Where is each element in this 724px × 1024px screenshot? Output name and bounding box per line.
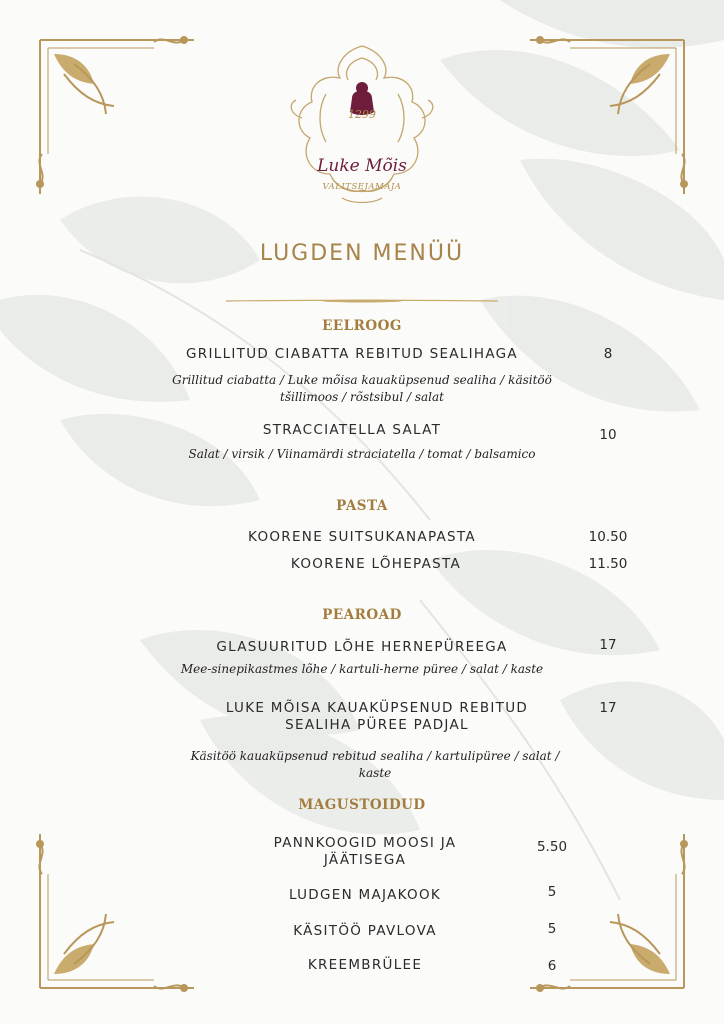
- menu-item-description: [120, 372, 604, 406]
- title-divider: [226, 299, 498, 303]
- menu-item-price: 10.50: [588, 529, 628, 545]
- menu-item-description: [140, 748, 610, 782]
- corner-ornament-top-left: [34, 34, 204, 204]
- name-line: PANNKOOGID MOOSI JA: [273, 835, 457, 851]
- menu-item-price: 8: [603, 346, 613, 362]
- menu-item-price: 10: [599, 427, 617, 443]
- description-line: kaste: [358, 766, 392, 780]
- section-heading-pasta: PASTA: [336, 498, 388, 514]
- description-line: Käsitöö kauaküpsenud rebitud sealiha / kartulipüree / salat /: [190, 749, 560, 763]
- description-line: Grillitud ciabatta / Luke mõisa kauaküpsenud sealiha / käsitöö: [172, 373, 552, 387]
- menu-item-price: 17: [599, 700, 617, 716]
- restaurant-logo: [282, 38, 442, 208]
- menu-item-description: [120, 446, 604, 463]
- corner-ornament-top-right: [520, 34, 690, 204]
- menu-item-price: 11.50: [588, 556, 628, 572]
- name-line: SEALIHA PÜREE PADJAL: [285, 717, 469, 733]
- section-heading-eelroog: EELROOG: [322, 318, 402, 334]
- menu-item-name: GLASUURITUD LÕHE HERNEPÜREEGA: [216, 639, 508, 655]
- section-heading-magustoidud: MAGUSTOIDUD: [298, 797, 426, 813]
- description-line: tšillimoos / rõstsibul / salat: [280, 390, 444, 404]
- menu-item-name: STRACCIATELLA SALAT: [262, 422, 442, 438]
- logo-year: 1299: [348, 108, 376, 121]
- menu-item-name: GRILLITUD CIABATTA REBITUD SEALIHAGA: [186, 346, 518, 362]
- logo-brand: Luke Mõis: [317, 156, 407, 176]
- menu-item-name: KREEMBRÜLEE: [307, 957, 423, 973]
- description-line: Mee-sinepikastmes lõhe / kartuli-herne püree / salat / kaste: [180, 662, 544, 676]
- menu-item-name: LUDGEN MAJAKOOK: [288, 887, 442, 903]
- menu-item-price: 5: [547, 884, 557, 900]
- menu-item-price: 5.50: [536, 839, 568, 855]
- page-title: LUGDEN MENÜÜ: [259, 241, 465, 266]
- menu-item-name: KOORENE SUITSUKANAPASTA: [248, 529, 476, 545]
- menu-item-description: [120, 661, 604, 678]
- menu-item-price: 17: [599, 637, 617, 653]
- name-line: LUKE MÕISA KAUAKÜPSENUD REBITUD: [225, 700, 529, 716]
- menu-item-price: 6: [547, 958, 557, 974]
- menu-item-name: [225, 835, 505, 869]
- corner-ornament-bottom-left: [34, 824, 204, 994]
- menu-item-name: [170, 700, 584, 734]
- menu-item-price: 5: [547, 921, 557, 937]
- logo-subtitle: VALITSEJAMAJA: [322, 182, 402, 192]
- menu-item-name: KÄSITÖÖ PAVLOVA: [293, 923, 437, 939]
- section-heading-pearoad: PEAROAD: [322, 607, 402, 623]
- name-line: JÄÄTISEGA: [323, 852, 407, 868]
- menu-item-name: KOORENE LÕHEPASTA: [290, 556, 462, 572]
- description-line: Salat / virsik / Viinamärdi straciatella / tomat / balsamico: [188, 447, 536, 461]
